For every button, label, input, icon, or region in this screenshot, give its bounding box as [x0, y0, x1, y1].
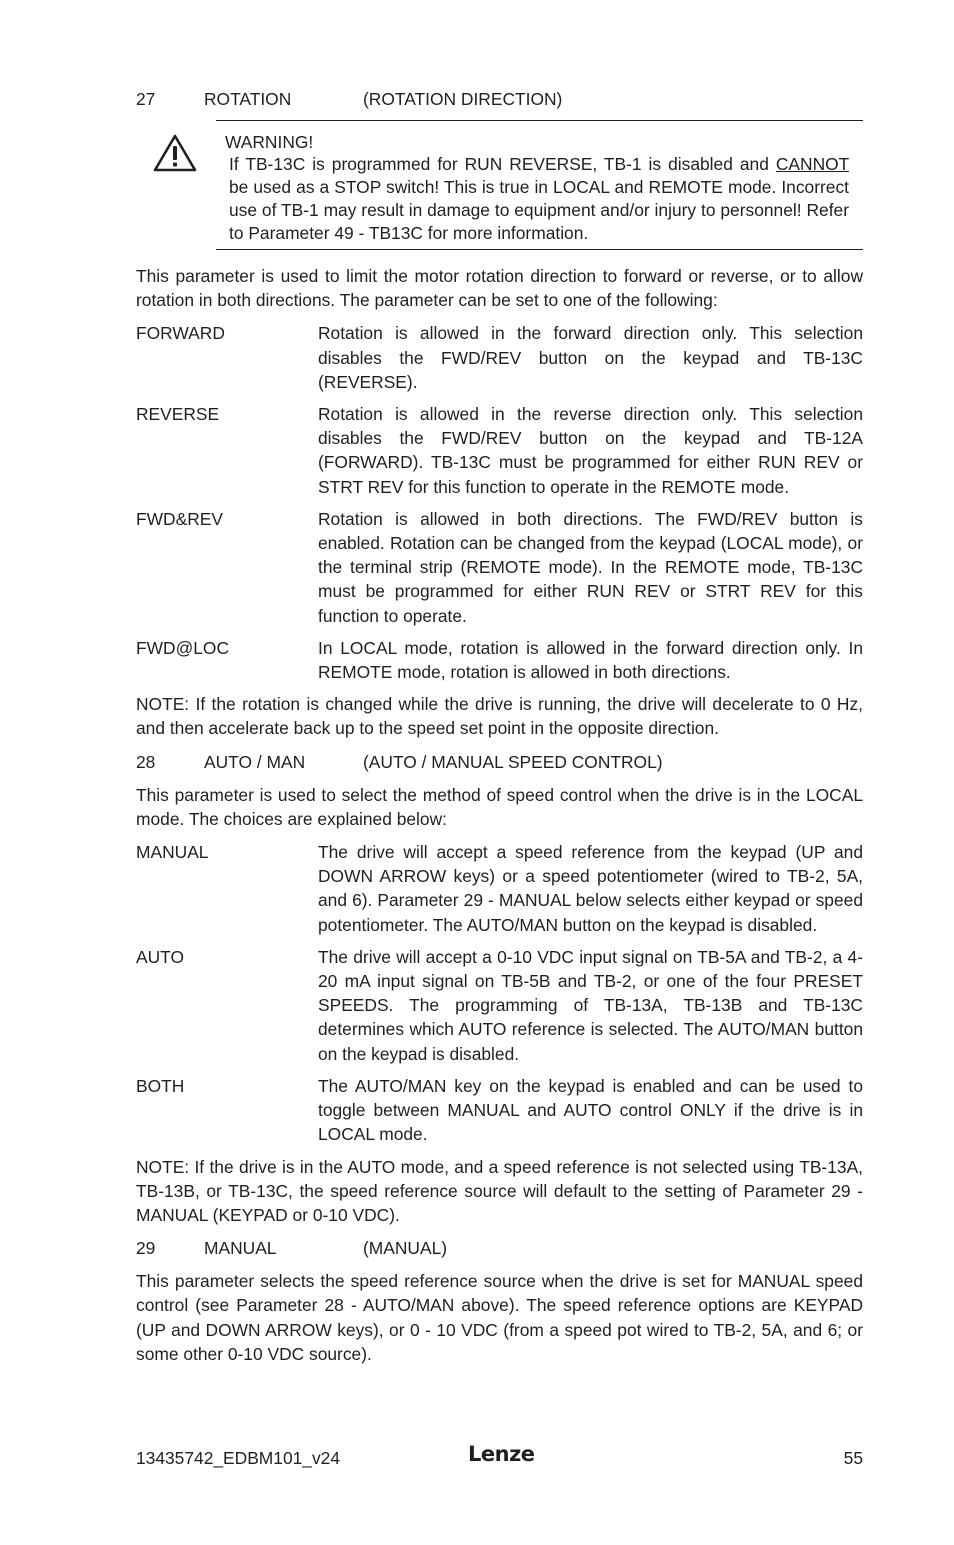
option-text: Rotation is allowed in the forward direction only. This selection disables the FWD/REV button on the keypad and TB-13C (REVERSE).	[318, 323, 863, 392]
page-footer	[136, 1442, 863, 1470]
param-name: AUTO / MAN	[204, 751, 306, 772]
option-manual	[136, 840, 863, 937]
option-text: The drive will accept a 0-10 VDC input signal on TB-5A and TB-2, a 4-20 mA input signal on TB-5B and TB-2, or one of the four PRESET SPEEDS. The programming of TB-13A, TB-13B and TB-13C determines which AUTO reference is selected. The AUTO/MAN button on the keypad is disabled.	[318, 946, 863, 1064]
option-text: Rotation is allowed in the reverse direction only. This selection disables the FWD/REV button on the keypad and TB-12A (FORWARD). TB-13C must be programmed for either RUN REV or STRT REV for this function to operate in the REMOTE mode.	[318, 404, 863, 497]
option-fwd-rev	[136, 507, 863, 628]
param-27-note: NOTE: If the rotation is changed while the drive is running, the drive will decelerate to 0 Hz, and then accelerate back up to the speed set point in the opposite direction.	[136, 694, 863, 739]
option-text: In LOCAL mode, rotation is allowed in the forward direction only. In REMOTE mode, rotation is allowed in both directions.	[318, 637, 863, 683]
param-27-heading	[136, 87, 863, 111]
param-29-intro: This parameter selects the speed reference source when the drive is set for MANUAL speed control (see Parameter 28 - AUTO/MAN above). The speed reference options are KEYPAD (UP and DOWN ARROW keys), or 0 - 10 VDC (from a speed pot wired to TB-2, 5A, and 6; or some other 0-10 VDC source).	[136, 1271, 863, 1364]
option-label: AUTO	[136, 946, 184, 967]
warning-text-part: If TB-13C is programmed for RUN REVERSE, TB-1 is disabled and	[229, 154, 776, 174]
param-description: (MANUAL)	[363, 1238, 448, 1259]
page-number: 55	[843, 1448, 863, 1468]
option-text: Rotation is allowed in both directions. The FWD/REV button is enabled. Rotation can be changed from the keypad (LOCAL mode), or the terminal strip (REMOTE mode). In the REMOTE mode, TB-13C must be programmed for either RUN REV or STRT REV for this function to operate.	[318, 508, 863, 626]
warning-box	[216, 120, 863, 250]
param-description: (ROTATION DIRECTION)	[363, 89, 563, 109]
option-fwd-loc	[136, 636, 863, 684]
option-both	[136, 1074, 863, 1147]
param-number: 29	[136, 1238, 156, 1259]
option-label: MANUAL	[136, 842, 209, 863]
warning-title: WARNING!	[225, 132, 314, 152]
param-number: 27	[136, 89, 156, 109]
option-label: BOTH	[136, 1075, 185, 1096]
option-label: FORWARD	[136, 323, 225, 344]
param-29-heading	[136, 1236, 863, 1260]
lenze-logo: Lenze	[468, 1442, 535, 1466]
warning-text	[229, 153, 849, 245]
option-text: The AUTO/MAN key on the keypad is enabled and can be used to toggle between MANUAL and AUTO control ONLY if the drive is in LOCAL mode.	[318, 1075, 863, 1145]
option-text: The drive will accept a speed reference from the keypad (UP and DOWN ARROW keys) or a speed potentiometer (wired to TB-2, 5A, and 6). Parameter 29 - MANUAL below selects either keypad or speed potentiometer. The AUTO/MAN button on the keypad is disabled.	[318, 842, 863, 935]
warning-cannot-emphasis: CANNOT	[775, 154, 849, 174]
option-label: FWD&REV	[136, 508, 223, 529]
param-name: ROTATION	[204, 89, 292, 109]
param-description: (AUTO / MANUAL SPEED CONTROL)	[363, 751, 663, 772]
option-auto	[136, 945, 863, 1066]
option-label: FWD@LOC	[136, 637, 230, 658]
warning-text-part: be used as a STOP switch! This is true in LOCAL and REMOTE mode. Incorrect use of TB-1 may result in damage to equipment and/or injury to personnel! Refer to Parameter 49 - TB13C for more information.	[229, 177, 849, 243]
param-28-intro: This parameter is used to select the method of speed control when the drive is in the LOCAL mode. The choices are explained below:	[136, 784, 863, 829]
manual-page	[136, 87, 863, 1375]
option-label: REVERSE	[136, 404, 220, 425]
option-forward	[136, 321, 863, 394]
param-name: MANUAL	[204, 1238, 277, 1259]
param-28-note: NOTE: If the drive is in the AUTO mode, and a speed reference is not selected using TB-13A, TB-13B, or TB-13C, the speed reference source will default to the setting of Parameter 29 - MANUAL (KEYPAD or 0-10 VDC).	[136, 1156, 863, 1225]
document-id: 13435742_EDBM101_v24	[136, 1448, 341, 1468]
param-number: 28	[136, 751, 156, 772]
param-27-intro: This parameter is used to limit the motor rotation direction to forward or reverse, or to allow rotation in both directions. The parameter can be set to one of the following:	[136, 266, 863, 311]
option-reverse	[136, 402, 863, 499]
param-28-heading	[136, 750, 863, 774]
warning-triangle-icon	[152, 133, 198, 173]
